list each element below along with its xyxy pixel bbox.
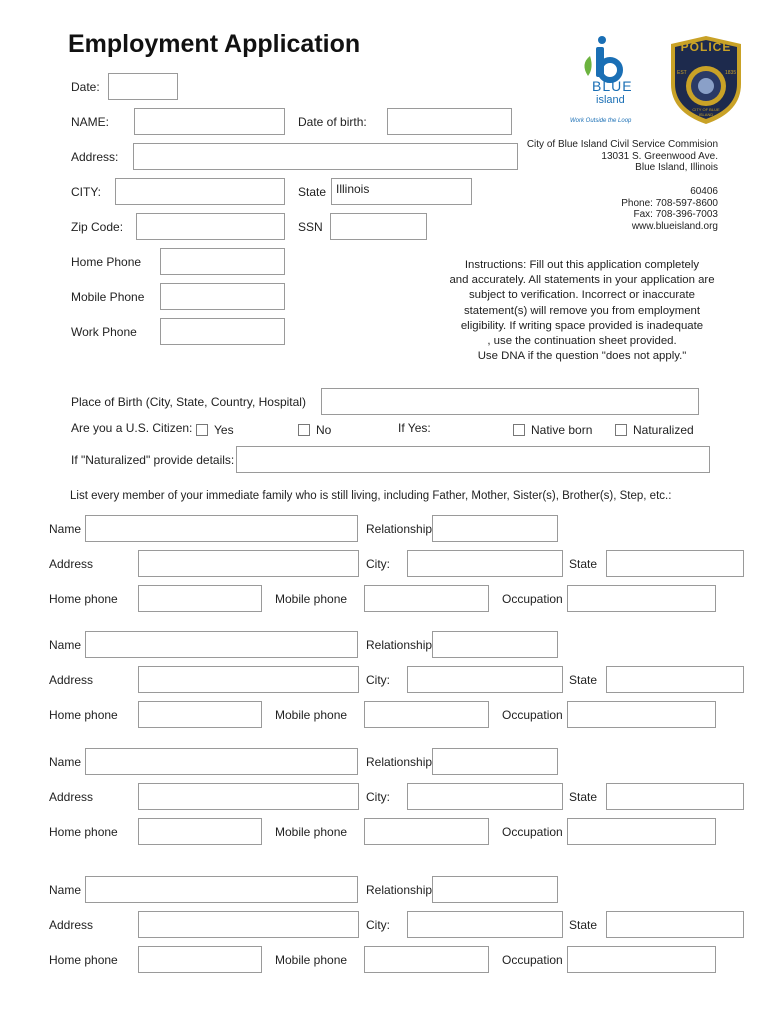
family-intro: List every member of your immediate family who is still living, including Father, Mother, Sister(s), Brother(s), Step, etc.: (70, 490, 672, 502)
family-relationship-label: Relationship (366, 522, 433, 536)
family-occupation-label: Occupation (502, 592, 563, 606)
family-mobile-phone-label: Mobile phone (275, 953, 348, 967)
native-born-checkbox[interactable] (513, 424, 525, 436)
family-mobile-phone-input[interactable] (364, 946, 489, 973)
family-name-input[interactable] (85, 631, 358, 658)
naturalized-details-input[interactable] (236, 446, 710, 473)
instructions (440, 258, 724, 364)
family-home-phone-label: Home phone (49, 708, 118, 722)
family-city-input[interactable] (407, 666, 563, 693)
commission-line2: 13031 S. Greenwood Ave. (601, 150, 718, 162)
family-city-label: City: (366, 918, 390, 932)
instructions-line: statement(s) will remove you from employment (463, 304, 701, 317)
family-mobile-phone-input[interactable] (364, 585, 489, 612)
family-home-phone-label: Home phone (49, 953, 118, 967)
family-address-label: Address (49, 790, 94, 804)
instructions-line: eligibility. If writing space provided is inadequate (460, 319, 704, 332)
mobile-phone-label: Mobile Phone (71, 290, 145, 304)
family-home-phone-input[interactable] (138, 585, 262, 612)
family-relationship-label: Relationship (366, 638, 433, 652)
city-input[interactable] (115, 178, 285, 205)
family-home-phone-label: Home phone (49, 592, 118, 606)
zip-input[interactable] (136, 213, 285, 240)
citizen-label: Are you a U.S. Citizen: (71, 421, 193, 435)
family-state-label: State (569, 790, 598, 804)
badge-ring-text: CITY OF BLUE ISLAND (692, 107, 720, 117)
family-relationship-input[interactable] (432, 515, 558, 542)
family-city-label: City: (366, 790, 390, 804)
home-phone-label: Home Phone (71, 255, 142, 269)
family-address-label: Address (49, 673, 94, 687)
family-name-input[interactable] (85, 748, 358, 775)
family-state-input[interactable] (606, 911, 744, 938)
zip-label: Zip Code: (71, 220, 124, 234)
commission-line1: City of Blue Island Civil Service Commision (526, 139, 718, 150)
family-home-phone-label: Home phone (49, 825, 118, 839)
ssn-input[interactable] (330, 213, 427, 240)
naturalized-details-label: If "Naturalized" provide details: (71, 453, 235, 467)
commission-contact (621, 186, 718, 232)
logo-text-blue: BLUE (592, 78, 633, 94)
naturalized-label: Naturalized (633, 423, 694, 437)
place-of-birth-label: Place of Birth (City, State, Country, Hospital) (71, 395, 306, 409)
family-name-label: Name (49, 883, 82, 897)
family-state-label: State (569, 673, 598, 687)
citizen-yes-label: Yes (214, 423, 234, 437)
citizen-no-label: No (316, 423, 332, 437)
family-address-input[interactable] (138, 783, 359, 810)
family-city-label: City: (366, 673, 390, 687)
family-state-input[interactable] (606, 666, 744, 693)
family-address-label: Address (49, 557, 94, 571)
family-address-label: Address (49, 918, 94, 932)
family-address-input[interactable] (138, 666, 359, 693)
dob-input[interactable] (387, 108, 512, 135)
mobile-phone-input[interactable] (160, 283, 285, 310)
family-state-label: State (569, 918, 598, 932)
family-address-input[interactable] (138, 550, 359, 577)
family-city-label: City: (366, 557, 390, 571)
date-input[interactable] (108, 73, 178, 100)
commission-web: www.blueisland.org (631, 220, 718, 232)
instructions-line: subject to verification. Incorrect or inaccurate (468, 289, 696, 302)
family-occupation-input[interactable] (567, 818, 716, 845)
if-yes-label: If Yes: (398, 421, 431, 435)
family-city-input[interactable] (407, 911, 563, 938)
city-label: CITY: (71, 185, 102, 199)
commission-zip: 60406 (690, 186, 718, 197)
citizen-yes-checkbox[interactable] (196, 424, 208, 436)
family-city-input[interactable] (407, 550, 563, 577)
instructions-line: Use DNA if the question "does not apply." (477, 350, 687, 363)
family-relationship-label: Relationship (366, 883, 433, 897)
address-input[interactable] (133, 143, 518, 170)
family-home-phone-input[interactable] (138, 946, 262, 973)
state-label: State (298, 185, 327, 199)
work-phone-label: Work Phone (71, 325, 137, 339)
page-title: Employment Application (68, 30, 361, 58)
native-born-label: Native born (531, 423, 593, 437)
family-occupation-input[interactable] (567, 946, 716, 973)
family-occupation-input[interactable] (567, 585, 716, 612)
family-name-label: Name (49, 638, 82, 652)
commission-fax: Fax: 708-396-7003 (633, 209, 718, 220)
family-mobile-phone-label: Mobile phone (275, 592, 348, 606)
dob-label: Date of birth: (298, 115, 367, 129)
family-mobile-phone-label: Mobile phone (275, 708, 348, 722)
family-name-label: Name (49, 522, 82, 536)
name-input[interactable] (134, 108, 285, 135)
family-address-input[interactable] (138, 911, 359, 938)
commission-phone: Phone: 708-597-8600 (621, 197, 718, 209)
family-mobile-phone-label: Mobile phone (275, 825, 348, 839)
instructions-line: and accurately. All statements in your application are (449, 274, 715, 287)
blue-island-logo (570, 34, 638, 130)
police-badge (667, 34, 745, 126)
family-city-input[interactable] (407, 783, 563, 810)
naturalized-checkbox[interactable] (615, 424, 627, 436)
family-state-input[interactable] (606, 783, 744, 810)
family-name-input[interactable] (85, 515, 358, 542)
commission-address (527, 139, 718, 174)
family-mobile-phone-input[interactable] (364, 818, 489, 845)
family-state-label: State (569, 557, 598, 571)
family-name-label: Name (49, 755, 82, 769)
family-relationship-input[interactable] (432, 631, 558, 658)
family-occupation-input[interactable] (567, 701, 716, 728)
date-label: Date: (71, 80, 100, 94)
address-label: Address: (71, 150, 119, 164)
home-phone-input[interactable] (160, 248, 285, 275)
family-relationship-input[interactable] (432, 748, 558, 775)
family-state-input[interactable] (606, 550, 744, 577)
commission-line3: Blue Island, Illinois (635, 162, 718, 173)
citizen-no-checkbox[interactable] (298, 424, 310, 436)
family-name-input[interactable] (85, 876, 358, 903)
family-occupation-label: Occupation (502, 953, 563, 967)
instructions-line: , use the continuation sheet provided. (487, 335, 677, 348)
family-relationship-input[interactable] (432, 876, 558, 903)
family-mobile-phone-input[interactable] (364, 701, 489, 728)
logo-tagline: Work Outside the Loop (570, 118, 632, 124)
badge-year-left: EST (677, 70, 687, 76)
family-occupation-label: Occupation (502, 825, 563, 839)
work-phone-input[interactable] (160, 318, 285, 345)
family-relationship-label: Relationship (366, 755, 433, 769)
state-input[interactable]: Illinois (331, 178, 472, 205)
badge-year-right: 1835 (725, 70, 737, 76)
badge-banner: POLICE (680, 40, 732, 54)
family-home-phone-input[interactable] (138, 701, 262, 728)
family-occupation-label: Occupation (502, 708, 563, 722)
logo-text-island: island (596, 94, 625, 106)
name-label: NAME: (71, 115, 110, 129)
family-home-phone-input[interactable] (138, 818, 262, 845)
instructions-line: Instructions: Fill out this application completely (464, 259, 700, 271)
place-of-birth-input[interactable] (321, 388, 699, 415)
ssn-label: SSN (298, 220, 323, 234)
